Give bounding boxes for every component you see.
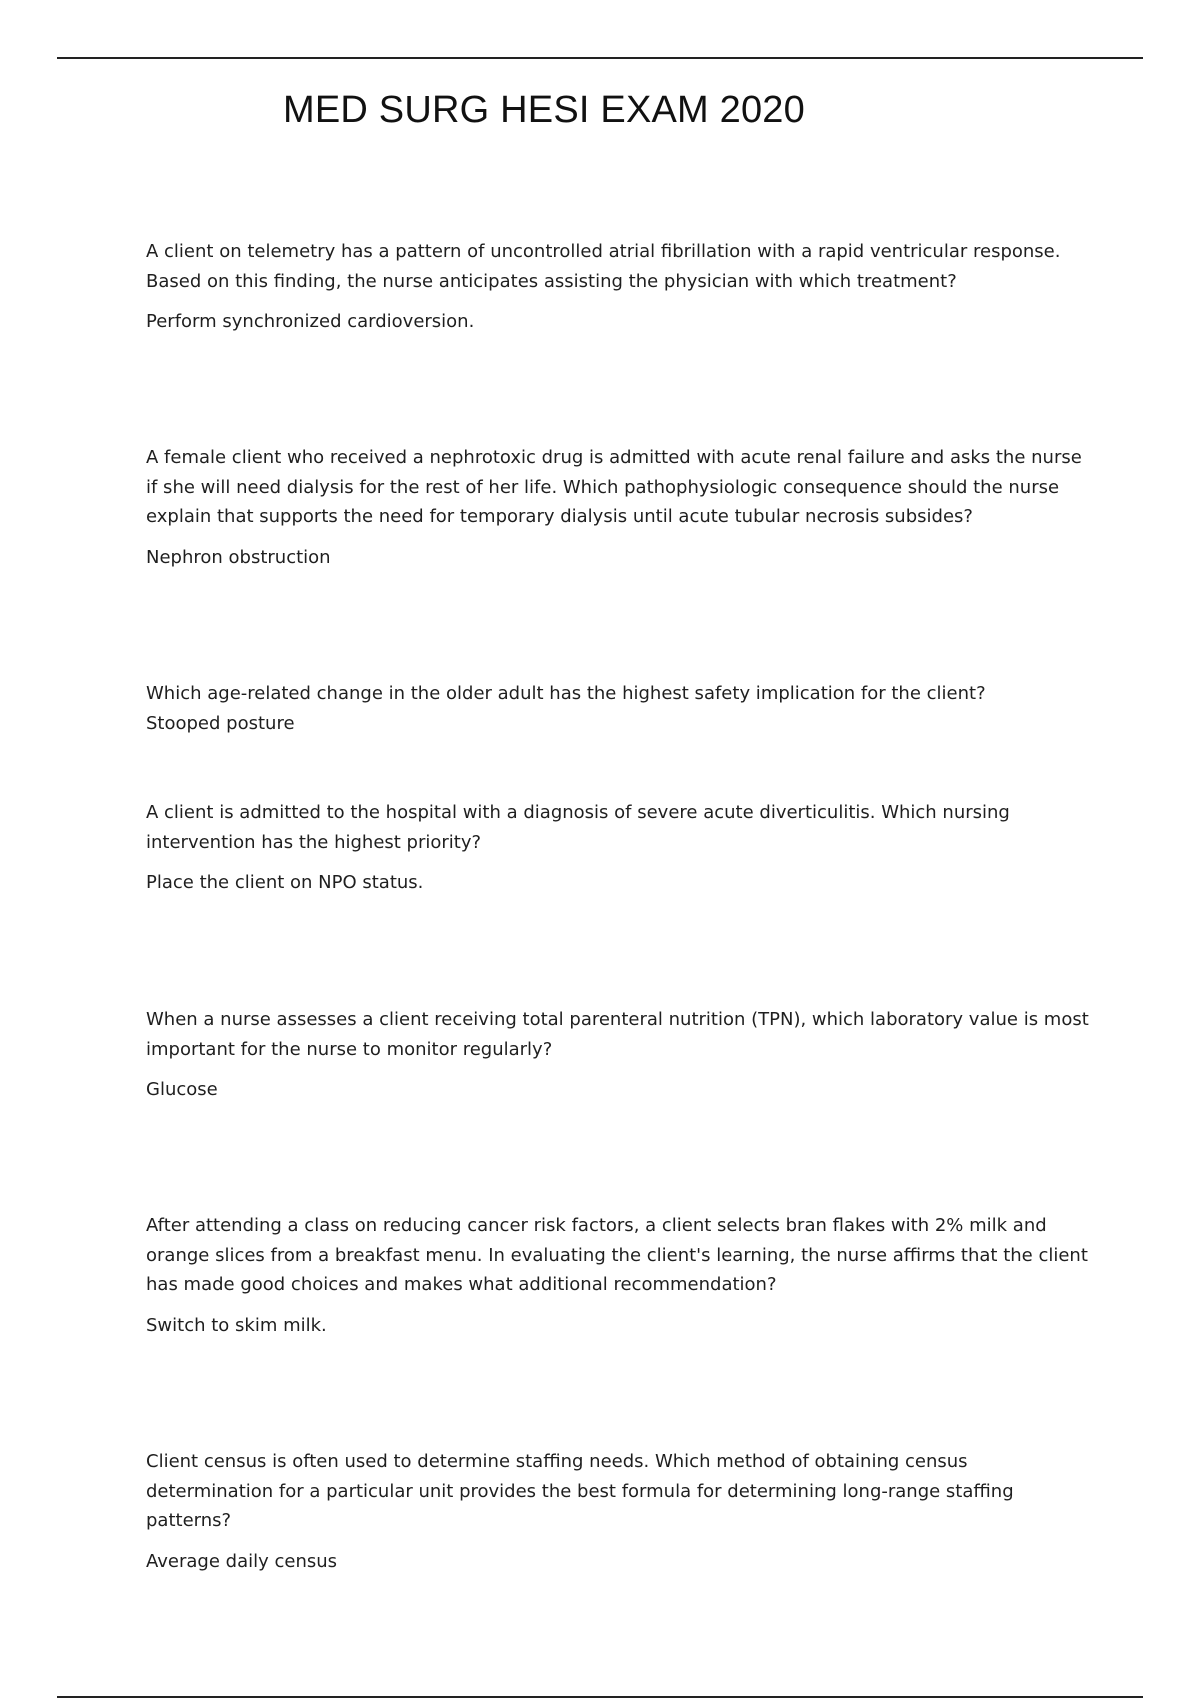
qa-item-6 [146, 1211, 1091, 1340]
qa-item-4 [146, 798, 1026, 898]
answer-text: Stooped posture [146, 712, 295, 734]
footer-rule [57, 1696, 1143, 1698]
question-text: A client on telemetry has a pattern of uncontrolled atrial fibrillation with a rapid ventricular response. Based on this finding, the nurse anticipates assisting the physician with which treatment? [146, 241, 1061, 292]
question-text: A female client who received a nephrotoxic drug is admitted with acute renal failure and asks the nurse if she will need dialysis for the rest of her life. Which pathophysiologic consequence should the nurse explain that supports the need for temporary dialysis until acute tubular necrosis subsides? [146, 447, 1082, 527]
question-text: Client census is often used to determine staffing needs. Which method of obtaining census determination for a particular unit provides the best formula for determining long-range staffing patterns? [146, 1451, 1014, 1531]
qa-item-5 [146, 1005, 1106, 1105]
qa-item-2 [146, 443, 1091, 572]
answer-text: Average daily census [146, 1550, 338, 1572]
document-title: MED SURG HESI EXAM 2020 [283, 89, 805, 131]
answer-text: Place the client on NPO status. [146, 872, 424, 893]
qa-item-3 [146, 679, 1106, 738]
answer-text: Nephron obstruction [146, 546, 331, 568]
question-text: When a nurse assesses a client receiving total parenteral nutrition (TPN), which laboratory value is most important for the nurse to monitor regularly? [146, 1009, 1089, 1060]
question-text: A client is admitted to the hospital with a diagnosis of severe acute diverticulitis. Which nursing intervention has the highest priority? [146, 802, 1010, 853]
answer-text: Perform synchronized cardioversion. [146, 311, 475, 332]
header-rule [57, 57, 1143, 59]
answer-text: Glucose [146, 1079, 218, 1100]
qa-item-7 [146, 1447, 1026, 1576]
answer-text: Switch to skim milk. [146, 1314, 327, 1336]
question-text: Which age-related change in the older adult has the highest safety implication for the client? [146, 683, 986, 704]
question-text: After attending a class on reducing cancer risk factors, a client selects bran flakes with 2% milk and orange slices from a breakfast menu. In evaluating the client's learning, the nurse affirms that the client has made good choices and makes what additional recommendation? [146, 1215, 1088, 1295]
qa-item-1 [146, 237, 1076, 337]
